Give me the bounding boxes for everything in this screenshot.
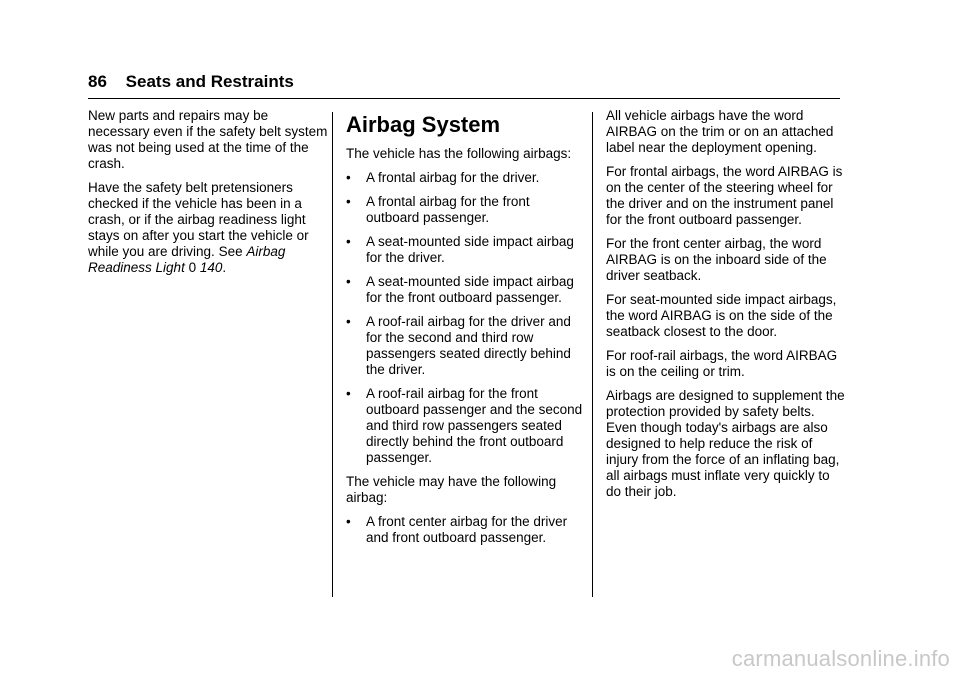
paragraph <box>88 180 328 276</box>
list-item-text: A seat-mounted side impact airbag for the front outboard passenger. <box>366 274 574 305</box>
list-item <box>346 386 586 466</box>
page-header <box>88 72 840 92</box>
intro: The vehicle may have the following airbag: <box>346 474 557 505</box>
bullet-icon: • <box>346 314 351 329</box>
column-middle <box>346 108 586 554</box>
paragraph: For the front center airbag, the word AIRBAG is on the inboard side of the driver seatback. <box>606 236 827 283</box>
paragraph: New parts and repairs may be necessary even if the safety belt system was not being used at the time of the crash. <box>88 108 328 171</box>
paragraph: For roof-rail airbags, the word AIRBAG is on the ceiling or trim. <box>606 348 838 379</box>
list-item-text: A frontal airbag for the driver. <box>366 170 540 185</box>
list-item <box>346 514 586 546</box>
bullet-icon: • <box>346 514 351 529</box>
bullet-icon: • <box>346 234 351 249</box>
section-title: Seats and Restraints <box>125 72 294 91</box>
list-item-text: A roof-rail airbag for the front outboard passenger and the second and third row passengers seated directly behind the front outboard passenger. <box>366 386 583 465</box>
bullet-icon: • <box>346 194 351 209</box>
paragraph-text: Have the safety belt pretensioners checked if the vehicle has been in a crash, or if the airbag readiness light stays on after you start the vehicle or while you are driving. See <box>88 180 309 259</box>
list-item-text: A roof-rail airbag for the driver and for the second and third row passengers seated directly behind the driver. <box>366 314 571 377</box>
paragraph: Airbags are designed to supplement the protection provided by safety belts. Even though today's airbags are also designed to help reduce the risk of injury from the force of an inflating bag, all airbags must inflate very quickly to do their job. <box>606 388 845 499</box>
header-rule <box>88 98 840 99</box>
period: . <box>222 260 227 275</box>
paragraph: For seat-mounted side impact airbags, the word AIRBAG is on the side of the seatback closest to the door. <box>606 292 837 339</box>
column-left <box>88 108 328 284</box>
column-right <box>606 108 846 508</box>
bullet-icon: • <box>346 170 351 185</box>
list-item <box>346 170 586 186</box>
watermark: carmanualsonline.info <box>731 646 950 671</box>
column-divider-2 <box>592 112 593 597</box>
list-item-text: A frontal airbag for the front outboard passenger. <box>366 194 530 225</box>
intro: The vehicle has the following airbags: <box>346 146 572 161</box>
xref-text[interactable]: Airbag Readiness Light <box>88 244 286 275</box>
list-item <box>346 234 586 266</box>
list-item <box>346 274 586 306</box>
column-divider-1 <box>332 112 333 597</box>
bullet-icon: • <box>346 386 351 401</box>
paragraph: All vehicle airbags have the word AIRBAG on the trim or on an attached label near the deployment opening. <box>606 108 834 155</box>
paragraph: For frontal airbags, the word AIRBAG is on the center of the steering wheel for the driver and on the instrument panel for the front outboard passenger. <box>606 164 843 227</box>
page-ref-arrow-icon: 0 <box>188 260 197 275</box>
list-item <box>346 314 586 378</box>
list-item-text: A seat-mounted side impact airbag for the driver. <box>366 234 574 265</box>
list-item <box>346 194 586 226</box>
page-number: 86 <box>88 72 107 91</box>
bullet-icon: • <box>346 274 351 289</box>
section-heading: Airbag System <box>346 112 501 137</box>
list-item-text: A front center airbag for the driver and front outboard passenger. <box>366 514 568 545</box>
xref-page[interactable]: 140 <box>199 260 223 275</box>
